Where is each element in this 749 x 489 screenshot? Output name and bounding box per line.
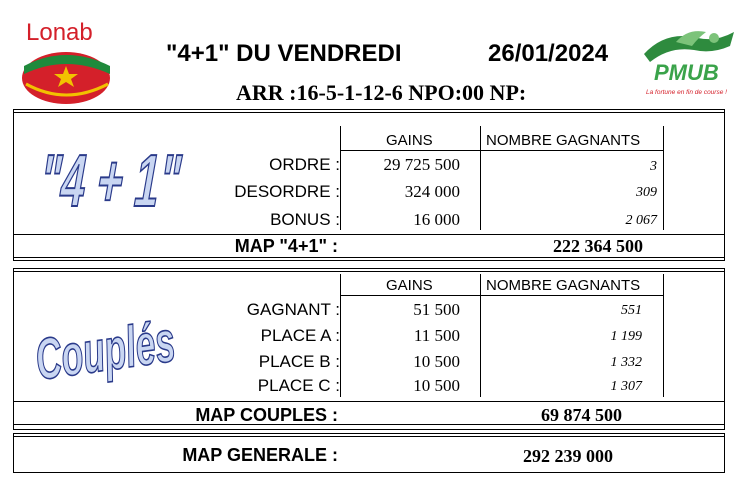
map-general-label: MAP GENERALE : bbox=[182, 445, 338, 465]
winners-bonus: 2 067 bbox=[625, 213, 657, 228]
map-general-value: 292 239 000 bbox=[523, 446, 613, 466]
col-divider bbox=[663, 126, 664, 230]
col-divider bbox=[663, 274, 664, 397]
row-label-place-b: PLACE B : bbox=[258, 352, 340, 371]
col-divider bbox=[480, 126, 481, 230]
gain-ordre: 29 725 500 bbox=[383, 155, 460, 174]
winners-place-c: 1 307 bbox=[610, 379, 642, 394]
page-title: "4+1" DU VENDREDI bbox=[166, 40, 402, 67]
svg-text:La fortune en fin de course !: La fortune en fin de course ! bbox=[646, 89, 727, 96]
map-couples-value: 69 874 500 bbox=[541, 405, 622, 425]
winners-desordre: 309 bbox=[636, 185, 657, 200]
winners-gagnant: 551 bbox=[621, 303, 642, 318]
map-couples-label: MAP COUPLES : bbox=[195, 405, 338, 425]
winners-place-b: 1 332 bbox=[610, 355, 642, 370]
arrival-line: ARR :16-5-1-12-6 NPO:00 NP: bbox=[236, 80, 527, 105]
gains-header: GAINS bbox=[386, 132, 433, 149]
winners-ordre: 3 bbox=[650, 159, 657, 174]
winners-header: NOMBRE GAGNANTS bbox=[486, 277, 641, 294]
svg-text:PMUB: PMUB bbox=[654, 60, 719, 85]
header-underline bbox=[340, 295, 663, 296]
gain-desordre: 324 000 bbox=[404, 182, 460, 201]
gain-bonus: 16 000 bbox=[413, 210, 460, 229]
gain-place-b: 10 500 bbox=[413, 352, 460, 371]
row-label-desordre: DESORDRE : bbox=[234, 182, 340, 201]
pmub-logo bbox=[636, 24, 740, 100]
row-label-bonus: BONUS : bbox=[270, 210, 340, 229]
gain-gagnant: 51 500 bbox=[413, 300, 460, 319]
four-plus-one-emblem-text: "4 + 1" bbox=[33, 138, 198, 222]
row-label-place-c: PLACE C : bbox=[257, 376, 340, 395]
row-label-place-a: PLACE A : bbox=[260, 326, 340, 345]
col-divider bbox=[480, 274, 481, 397]
map-four-plus-one-value: 222 364 500 bbox=[553, 236, 643, 256]
row-label-ordre: ORDRE : bbox=[269, 155, 340, 174]
gain-place-a: 11 500 bbox=[413, 326, 460, 345]
draw-date: 26/01/2024 bbox=[488, 40, 609, 67]
winners-place-a: 1 199 bbox=[610, 329, 642, 344]
svg-text:Lonab: Lonab bbox=[26, 19, 93, 46]
winners-header: NOMBRE GAGNANTS bbox=[486, 132, 641, 149]
row-label-gagnant: GAGNANT : bbox=[246, 300, 340, 319]
lonab-logo bbox=[20, 14, 120, 106]
gains-header: GAINS bbox=[386, 277, 433, 294]
map-four-plus-one-label: MAP "4+1" : bbox=[234, 236, 338, 256]
gain-place-c: 10 500 bbox=[413, 376, 460, 395]
couples-emblem-text: Couplés bbox=[31, 296, 186, 392]
header-underline bbox=[340, 150, 663, 151]
